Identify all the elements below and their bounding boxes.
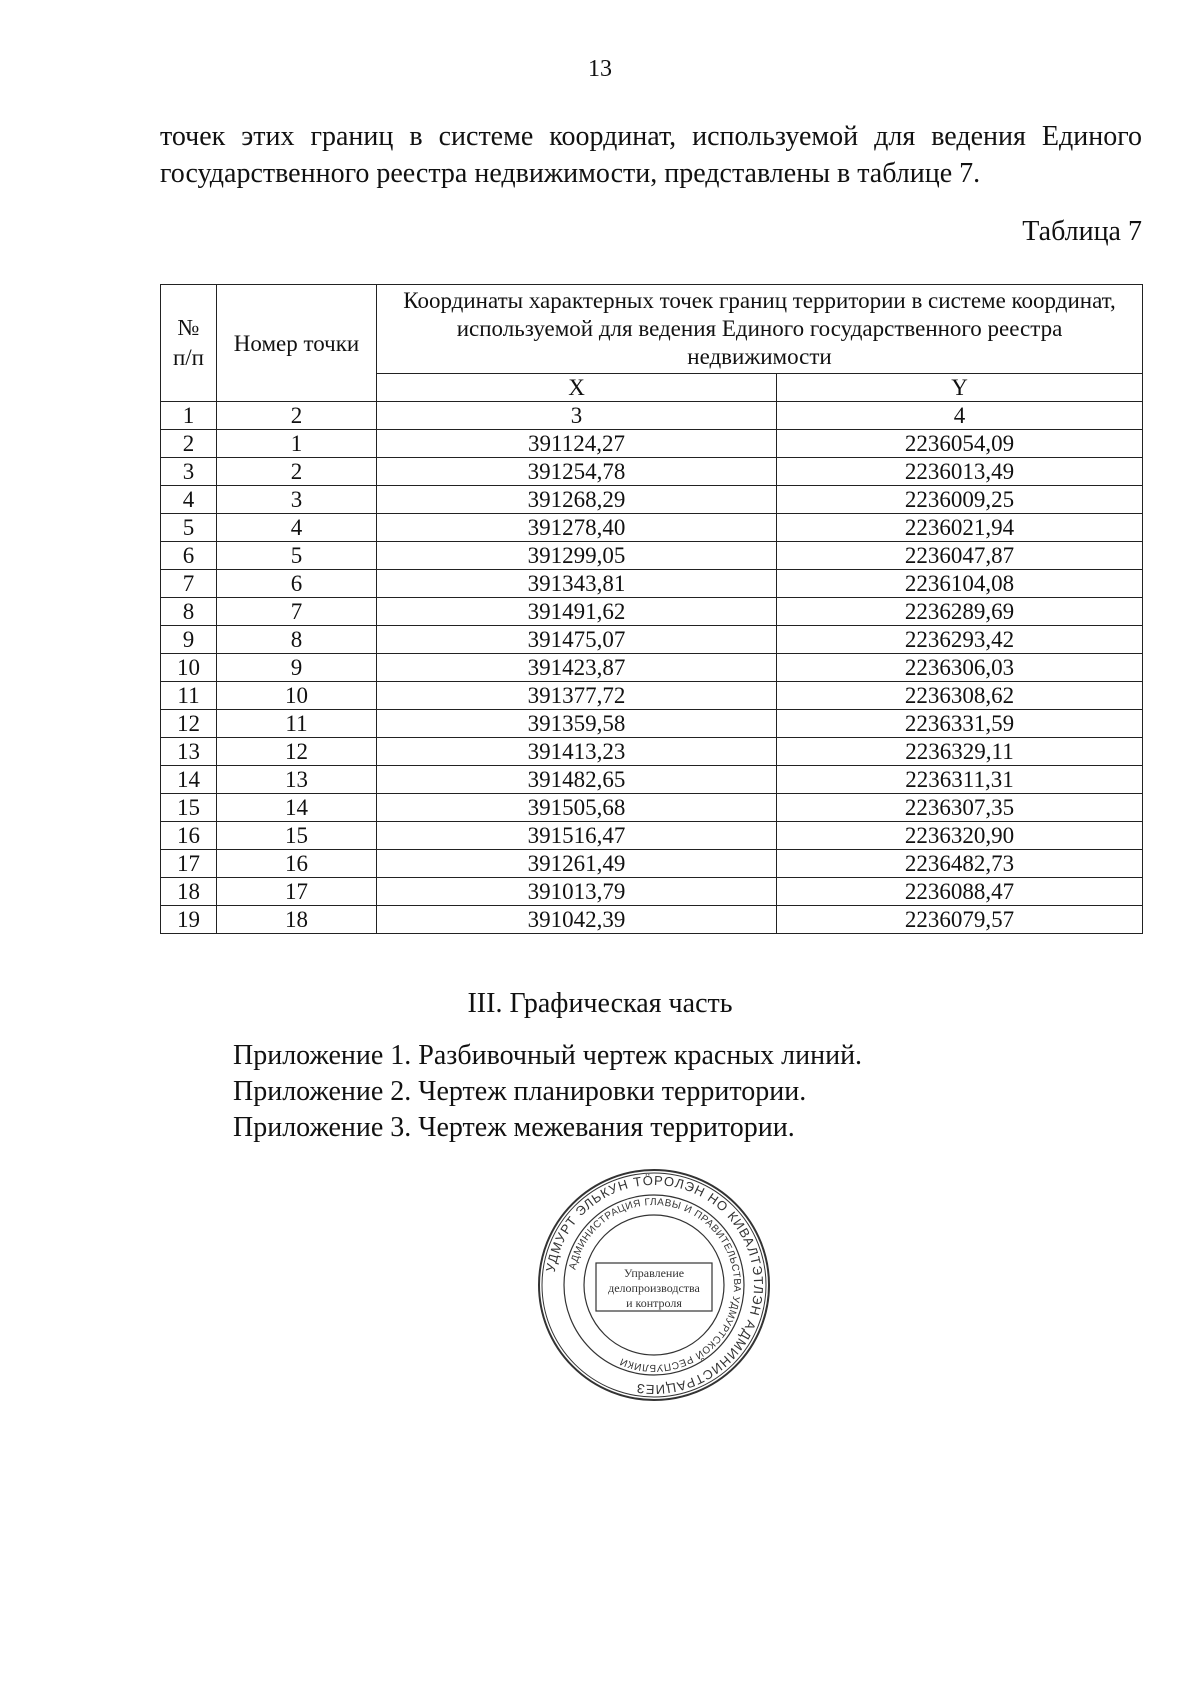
official-stamp bbox=[537, 1168, 771, 1402]
table-row bbox=[161, 822, 1143, 850]
column-number: 4 bbox=[777, 402, 1143, 430]
cell-index: 19 bbox=[161, 906, 217, 934]
cell-index: 16 bbox=[161, 822, 217, 850]
table-row bbox=[161, 738, 1143, 766]
cell-y: 2236289,69 bbox=[777, 598, 1143, 626]
appendix-item: Приложение 2. Чертеж планировки территории. bbox=[233, 1076, 807, 1107]
cell-index: 5 bbox=[161, 514, 217, 542]
stamp-inner-text: АДМИНИСТРАЦИЯ ГЛАВЫ И ПРАВИТЕЛЬСТВА УДМУРТСКОЙ РЕСПУБЛИКИ bbox=[567, 1196, 743, 1374]
cell-point-number: 15 bbox=[217, 822, 377, 850]
cell-index: 18 bbox=[161, 878, 217, 906]
table-row bbox=[161, 598, 1143, 626]
cell-x: 391124,27 bbox=[377, 430, 777, 458]
table-body bbox=[161, 430, 1143, 934]
cell-y: 2236307,35 bbox=[777, 794, 1143, 822]
cell-y: 2236013,49 bbox=[777, 458, 1143, 486]
table-caption: Таблица 7 bbox=[1022, 216, 1142, 247]
cell-point-number: 16 bbox=[217, 850, 377, 878]
header-index-text: № п/п bbox=[172, 315, 204, 370]
cell-y: 2236104,08 bbox=[777, 570, 1143, 598]
cell-index: 10 bbox=[161, 654, 217, 682]
table-row bbox=[161, 710, 1143, 738]
cell-index: 13 bbox=[161, 738, 217, 766]
cell-index: 2 bbox=[161, 430, 217, 458]
cell-y: 2236021,94 bbox=[777, 514, 1143, 542]
cell-y: 2236308,62 bbox=[777, 682, 1143, 710]
cell-point-number: 11 bbox=[217, 710, 377, 738]
table-row bbox=[161, 654, 1143, 682]
cell-x: 391377,72 bbox=[377, 682, 777, 710]
cell-y: 2236320,90 bbox=[777, 822, 1143, 850]
cell-index: 7 bbox=[161, 570, 217, 598]
cell-index: 11 bbox=[161, 682, 217, 710]
cell-x: 391042,39 bbox=[377, 906, 777, 934]
table-row bbox=[161, 850, 1143, 878]
cell-x: 391505,68 bbox=[377, 794, 777, 822]
cell-x: 391254,78 bbox=[377, 458, 777, 486]
cell-point-number: 5 bbox=[217, 542, 377, 570]
cell-point-number: 2 bbox=[217, 458, 377, 486]
appendix-item: Приложение 3. Чертеж межевания территории. bbox=[233, 1112, 795, 1143]
table-row bbox=[161, 542, 1143, 570]
cell-x: 391299,05 bbox=[377, 542, 777, 570]
cell-point-number: 9 bbox=[217, 654, 377, 682]
table-row bbox=[161, 514, 1143, 542]
cell-point-number: 1 bbox=[217, 430, 377, 458]
column-number: 2 bbox=[217, 402, 377, 430]
cell-y: 2236311,31 bbox=[777, 766, 1143, 794]
cell-y: 2236329,11 bbox=[777, 738, 1143, 766]
cell-x: 391343,81 bbox=[377, 570, 777, 598]
stamp-outer-text: УДМУРТ ЭЛЬКУН ТӦРОЛЭН НО КИВАЛТЭТЛЭН АДМИНИСТРАЦИЕЗ bbox=[542, 1172, 767, 1398]
header-y: Y bbox=[777, 374, 1143, 402]
cell-index: 3 bbox=[161, 458, 217, 486]
cell-y: 2236293,42 bbox=[777, 626, 1143, 654]
cell-point-number: 8 bbox=[217, 626, 377, 654]
cell-x: 391013,79 bbox=[377, 878, 777, 906]
cell-index: 9 bbox=[161, 626, 217, 654]
cell-x: 391413,23 bbox=[377, 738, 777, 766]
table-row bbox=[161, 906, 1143, 934]
header-point-number: Номер точки bbox=[217, 285, 377, 402]
cell-y: 2236054,09 bbox=[777, 430, 1143, 458]
cell-x: 391268,29 bbox=[377, 486, 777, 514]
cell-index: 8 bbox=[161, 598, 217, 626]
cell-x: 391278,40 bbox=[377, 514, 777, 542]
table-row bbox=[161, 766, 1143, 794]
cell-point-number: 10 bbox=[217, 682, 377, 710]
stamp-center-line: Управление bbox=[623, 1266, 685, 1280]
column-number: 1 bbox=[161, 402, 217, 430]
page-number: 13 bbox=[588, 56, 612, 82]
table-row bbox=[161, 430, 1143, 458]
cell-point-number: 18 bbox=[217, 906, 377, 934]
cell-x: 391423,87 bbox=[377, 654, 777, 682]
cell-index: 14 bbox=[161, 766, 217, 794]
table-row bbox=[161, 458, 1143, 486]
header-coordinates-group: Координаты характерных точек границ территории в системе координат, используемой для ведения Единого государственного реестра недвижимости bbox=[377, 285, 1143, 374]
header-x: X bbox=[377, 374, 777, 402]
column-number: 3 bbox=[377, 402, 777, 430]
cell-x: 391261,49 bbox=[377, 850, 777, 878]
cell-y: 2236331,59 bbox=[777, 710, 1143, 738]
appendix-item: Приложение 1. Разбивочный чертеж красных линий. bbox=[233, 1040, 863, 1071]
coordinates-table bbox=[160, 284, 1143, 934]
cell-y: 2236009,25 bbox=[777, 486, 1143, 514]
cell-point-number: 7 bbox=[217, 598, 377, 626]
cell-x: 391491,62 bbox=[377, 598, 777, 626]
cell-point-number: 17 bbox=[217, 878, 377, 906]
intro-paragraph: точек этих границ в системе координат, используемой для ведения Единого государственного реестра недвижимости, представлены в таблице 7. bbox=[160, 121, 1142, 189]
cell-index: 4 bbox=[161, 486, 217, 514]
cell-index: 12 bbox=[161, 710, 217, 738]
cell-point-number: 12 bbox=[217, 738, 377, 766]
table-row bbox=[161, 570, 1143, 598]
cell-point-number: 6 bbox=[217, 570, 377, 598]
header-index bbox=[161, 285, 217, 402]
table-row bbox=[161, 486, 1143, 514]
cell-point-number: 3 bbox=[217, 486, 377, 514]
cell-y: 2236088,47 bbox=[777, 878, 1143, 906]
stamp-center-line: делопроизводства bbox=[608, 1281, 700, 1295]
cell-index: 15 bbox=[161, 794, 217, 822]
cell-x: 391482,65 bbox=[377, 766, 777, 794]
cell-y: 2236306,03 bbox=[777, 654, 1143, 682]
cell-x: 391516,47 bbox=[377, 822, 777, 850]
table-row bbox=[161, 626, 1143, 654]
cell-x: 391359,58 bbox=[377, 710, 777, 738]
table-row bbox=[161, 794, 1143, 822]
cell-point-number: 14 bbox=[217, 794, 377, 822]
cell-y: 2236079,57 bbox=[777, 906, 1143, 934]
cell-x: 391475,07 bbox=[377, 626, 777, 654]
cell-y: 2236047,87 bbox=[777, 542, 1143, 570]
table-row bbox=[161, 682, 1143, 710]
table-row bbox=[161, 878, 1143, 906]
cell-y: 2236482,73 bbox=[777, 850, 1143, 878]
stamp-center-line: и контроля bbox=[626, 1296, 682, 1310]
cell-point-number: 13 bbox=[217, 766, 377, 794]
section-title: III. Графическая часть bbox=[467, 988, 733, 1019]
cell-point-number: 4 bbox=[217, 514, 377, 542]
cell-index: 6 bbox=[161, 542, 217, 570]
cell-index: 17 bbox=[161, 850, 217, 878]
